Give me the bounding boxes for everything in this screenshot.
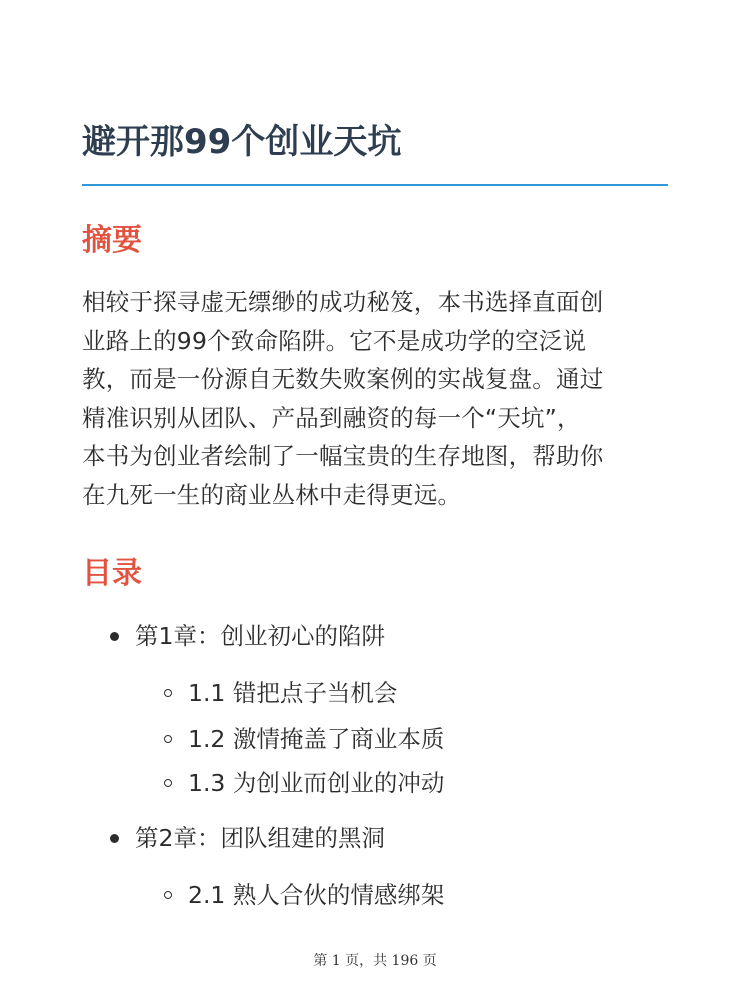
toc-section-1-2[interactable]: 1.2 激情掩盖了商业本质 xyxy=(188,725,445,753)
abstract-line: 在九死一生的商业丛林中走得更远。 xyxy=(82,480,462,509)
toc-section-2-1[interactable]: 2.1 熟人合伙的情感绑架 xyxy=(188,881,445,909)
section-bullet-icon xyxy=(164,735,172,743)
abstract-heading: 摘要 xyxy=(82,223,142,258)
page-number-footer: 第 1 页，共 196 页 xyxy=(313,953,437,969)
abstract-line: 本书为创业者绘制了一幅宝贵的生存地图，帮助你 xyxy=(82,442,604,470)
abstract-line: 教，而是一份源自无数失败案例的实战复盘。通过 xyxy=(82,365,604,393)
chapter-bullet-icon xyxy=(110,632,119,641)
abstract-line: 相较于探寻虚无缥缈的成功秘笈，本书选择直面创 xyxy=(82,288,604,316)
document-title: 避开那99个创业天坑 xyxy=(82,122,402,162)
abstract-line: 精准识别从团队、产品到融资的每一个“天坑”， xyxy=(82,403,581,432)
toc-heading: 目录 xyxy=(82,556,142,591)
toc-section-1-1[interactable]: 1.1 错把点子当机会 xyxy=(188,679,398,707)
title-divider xyxy=(82,184,668,186)
abstract-line: 业路上的99个致命陷阱。它不是成功学的空泛说 xyxy=(82,326,587,355)
toc-chapter-2[interactable]: 第2章：团队组建的黑洞 xyxy=(135,824,385,852)
section-bullet-icon xyxy=(164,689,172,697)
abstract-paragraph xyxy=(82,283,668,514)
toc-chapter-1[interactable]: 第1章：创业初心的陷阱 xyxy=(135,622,385,650)
section-bullet-icon xyxy=(164,891,172,899)
toc-section-1-3[interactable]: 1.3 为创业而创业的冲动 xyxy=(188,769,445,797)
chapter-bullet-icon xyxy=(110,834,119,843)
section-bullet-icon xyxy=(164,779,172,787)
